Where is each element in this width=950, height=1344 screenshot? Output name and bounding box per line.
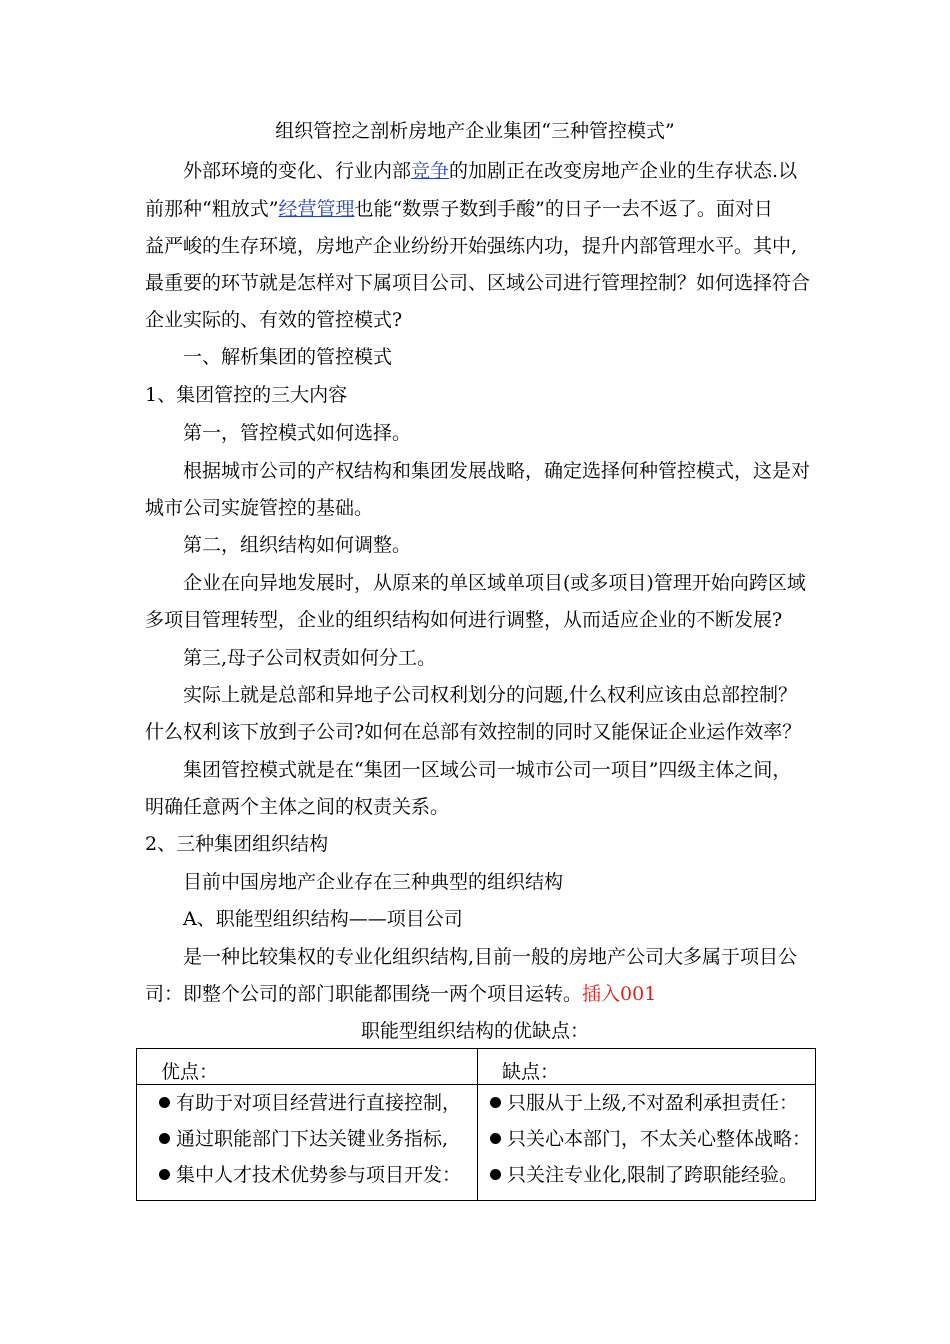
management-link[interactable]: 经营管理 (278, 198, 355, 220)
pros-list (137, 1085, 478, 1201)
point-third: 第三,母子公司权责如何分工。 (183, 647, 437, 669)
intro-line-5: 企业实际的、有效的管控模式? (145, 309, 403, 331)
intro-line-3: 益严峻的生存环境，房地产企业纷纷开始强练内功，提升内部管理水平。其中, (145, 235, 798, 257)
subheading-2: 2、三种集团组织结构 (145, 833, 329, 855)
point-second: 第二，组织结构如何调整。 (183, 534, 412, 556)
point-first-desc-1: 根据城市公司的产权结构和集团发展战略，确定选择何种管控模式，这是对 (183, 460, 811, 482)
structure-a-text: 司：即整个公司的部门职能都围绕一两个项目运转。 (145, 983, 583, 1005)
section-heading-1: 一、解析集团的管控模式 (183, 346, 393, 368)
intro-text: 外部环境的变化、行业内部 (183, 160, 412, 182)
point-third-desc-1: 实际上就是总部和异地子公司权利划分的问题,什么权利应该由总部控制？ (183, 684, 798, 706)
point-third-desc-2: 什么权利该下放到子公司?如何在总部有效控制的同时又能保证企业运作效率？ (145, 721, 802, 743)
point-first-desc-2: 城市公司实旋管控的基础。 (145, 497, 374, 519)
document-title: 组织管控之剖析房地产企业集团“三种管控模式” (275, 120, 675, 142)
list-item: 只关心本部门，不太关心整体战略： (478, 1121, 815, 1157)
intro-text: 的加剧正在改变房地产企业的生存状态.以 (449, 160, 798, 182)
mode-desc-1: 集团管控模式就是在“集团一区域公司一城市公司一项目”四级主体之间， (183, 759, 792, 781)
cons-header: 缺点： (502, 1061, 560, 1083)
structure-a-desc-1: 是一种比较集权的专业化组织结构,目前一般的房地产公司大多属于项目公 (183, 946, 798, 968)
point-first: 第一，管控模式如何选择。 (183, 422, 412, 444)
intro-line-4: 最重要的环节就是怎样对下属项目公司、区域公司进行管理控制？如何选择符合 (145, 272, 811, 294)
bullet-icon (490, 1133, 501, 1144)
insert-marker: 插入001 (582, 983, 657, 1005)
bullet-icon (490, 1097, 501, 1108)
structure-a-heading: A、职能型组织结构——项目公司 (183, 908, 463, 930)
pros-header-cell (137, 1049, 478, 1085)
list-item: 只关注专业化,限制了跨职能经验。 (478, 1157, 815, 1193)
point-second-desc-2: 多项目管理转型，企业的组织结构如何进行调整，从而适应企业的不断发展? (145, 609, 783, 631)
intro-text: 也能“数票子数到手酸”的日子一去不返了。面对日 (354, 198, 773, 220)
mode-desc-2: 明确任意两个主体之间的权责关系。 (145, 796, 450, 818)
structure-a-desc-2 (145, 981, 815, 1007)
bullet-icon (159, 1097, 170, 1108)
intro-line-2 (145, 196, 815, 222)
point-second-desc-1: 企业在向异地发展时，从原来的单区域单项目(或多项目)管理开始向跨区域 (183, 572, 806, 594)
pros-header: 优点： (161, 1061, 219, 1083)
list-item: 有助于对项目经营进行直接控制， (137, 1085, 477, 1121)
pros-cons-table (136, 1048, 816, 1201)
three-structures: 目前中国房地产企业存在三种典型的组织结构 (183, 871, 564, 893)
intro-line-1 (183, 158, 815, 184)
cons-list (478, 1085, 816, 1201)
table-caption: 职能型组织结构的优缺点： (360, 1020, 589, 1042)
competition-link[interactable]: 竞争 (411, 160, 450, 182)
bullet-icon (159, 1133, 170, 1144)
list-item: 集中人才技术优势参与项目开发： (137, 1157, 477, 1193)
cons-header-cell (478, 1049, 816, 1085)
list-item: 只服从于上级,不对盈利承担责任： (478, 1085, 815, 1121)
subheading-1: 1、集团管控的三大内容 (145, 384, 348, 406)
bullet-icon (490, 1169, 501, 1180)
bullet-icon (159, 1169, 170, 1180)
intro-text: 前那种“粗放式” (145, 198, 279, 220)
list-item: 通过职能部门下达关键业务指标, (137, 1121, 477, 1157)
